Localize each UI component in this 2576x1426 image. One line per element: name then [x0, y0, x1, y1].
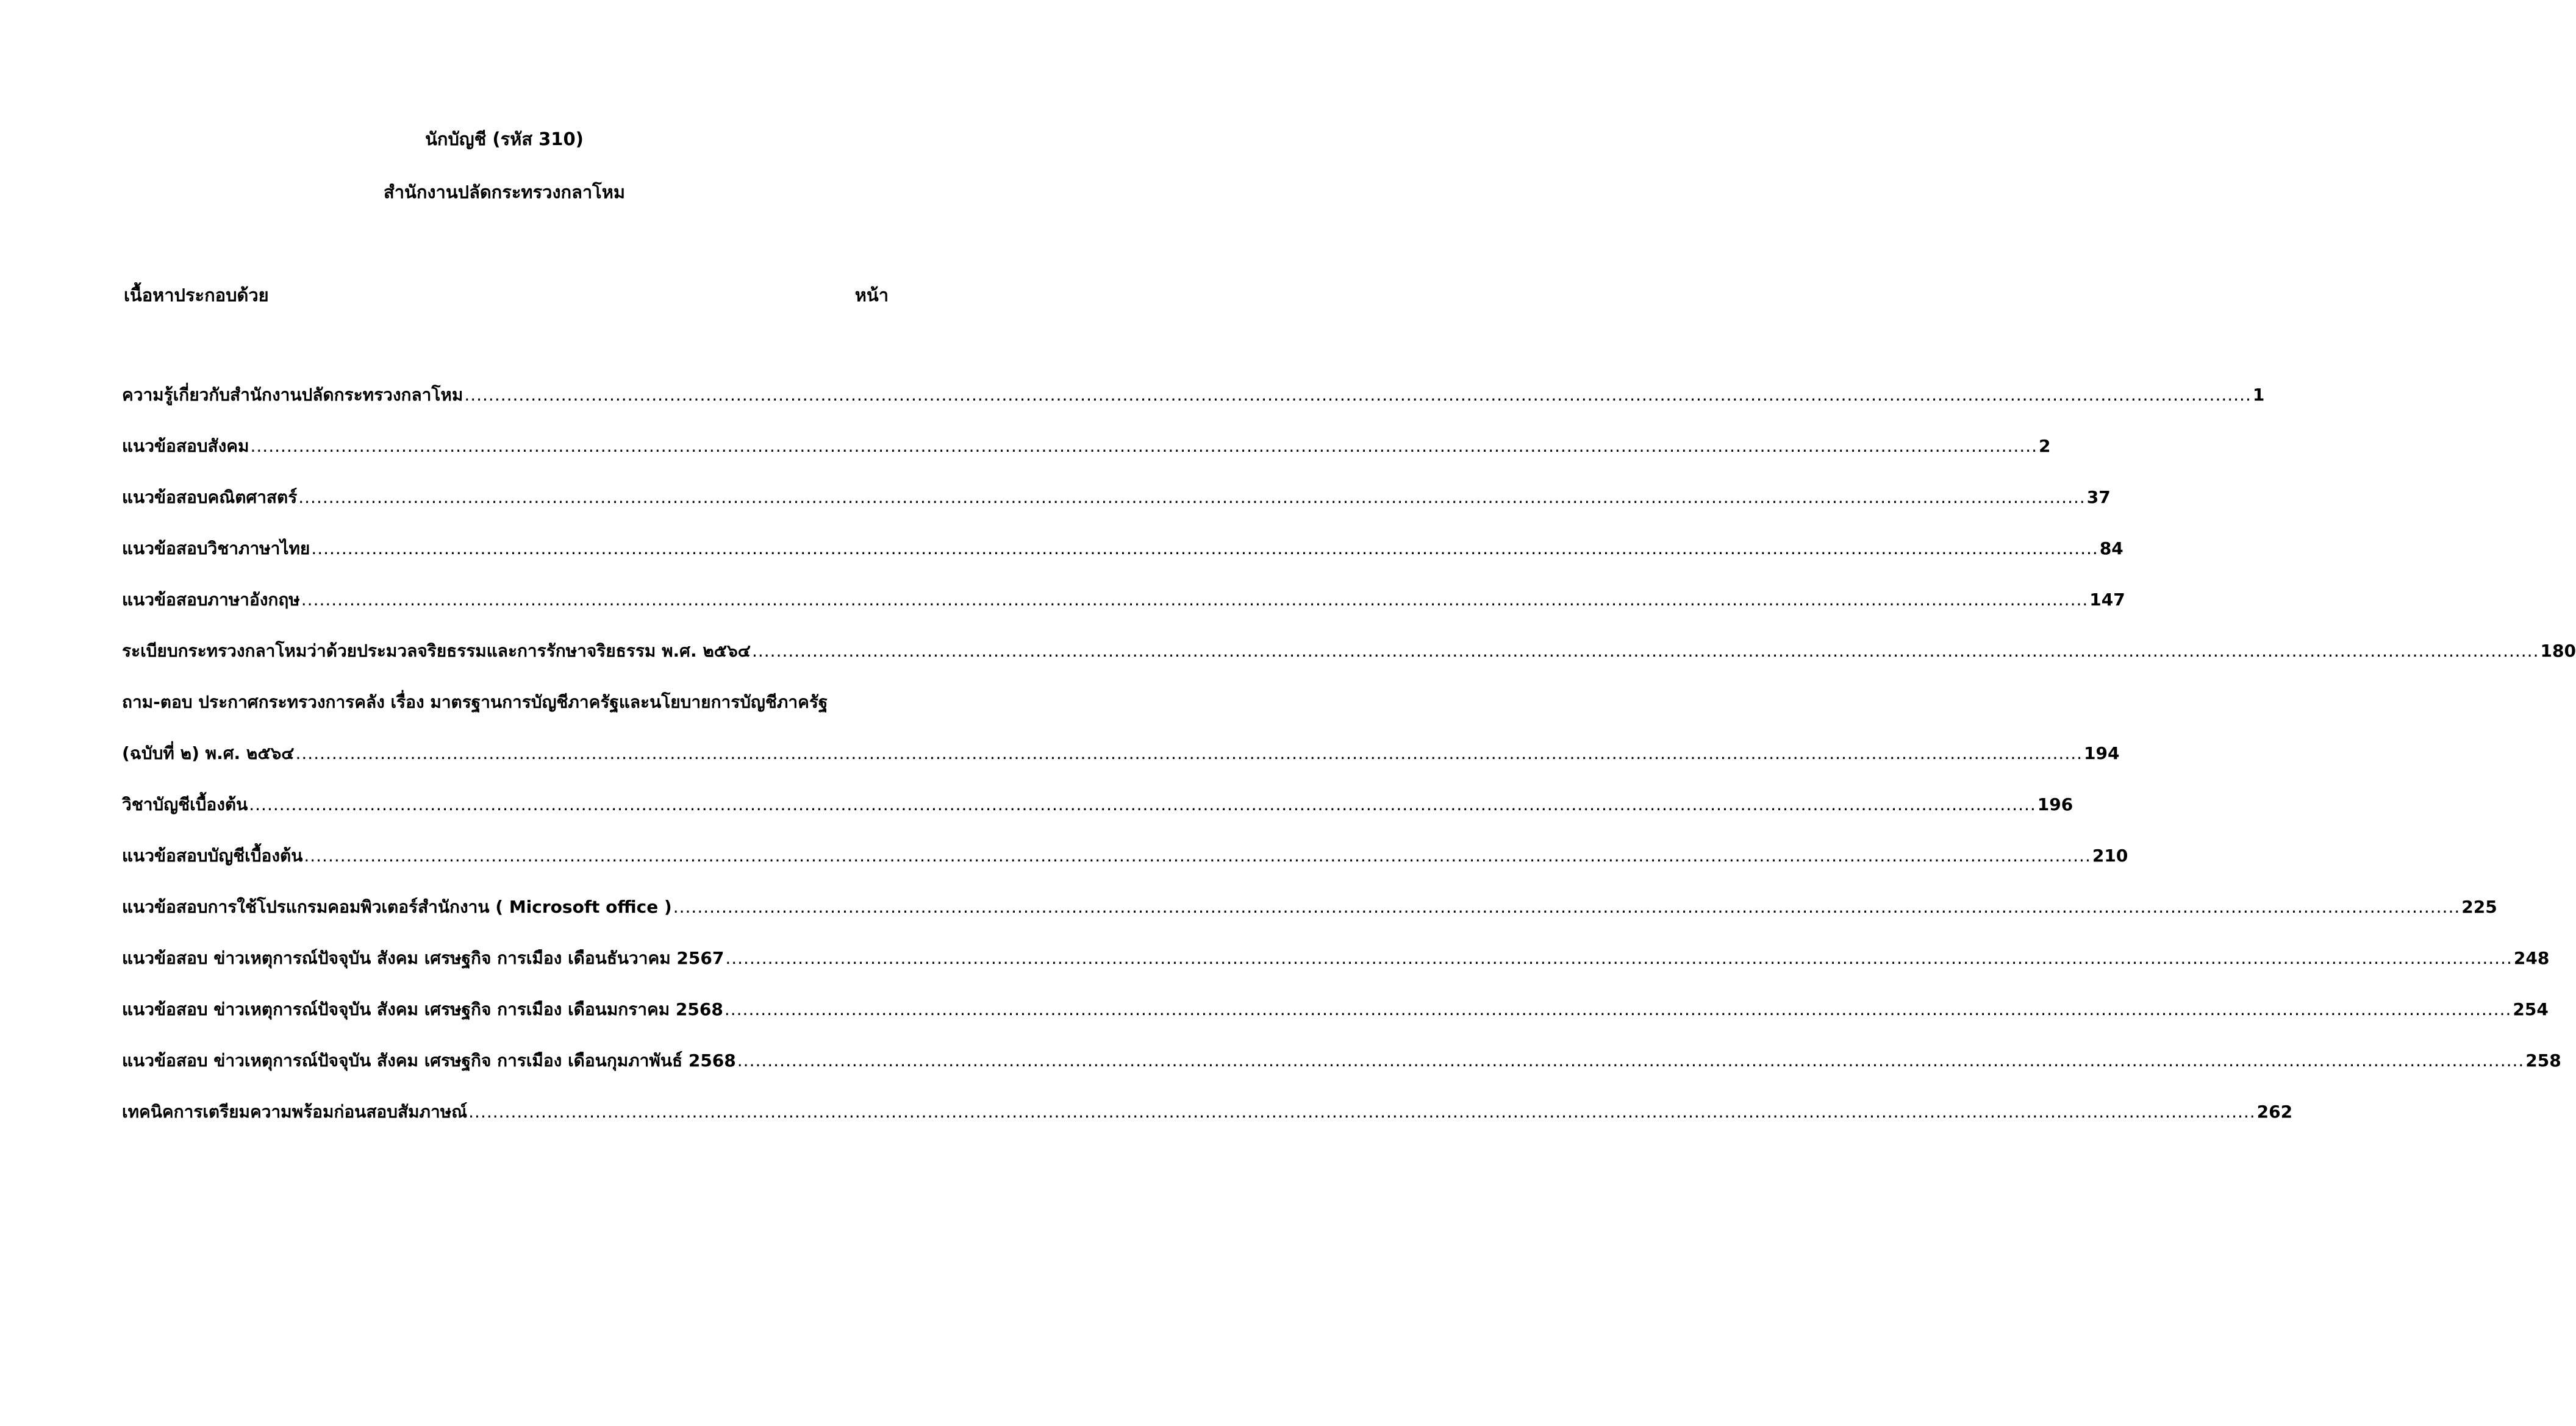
toc-entry-label: แนวข้อสอบ ข่าวเหตุการณ์ปัจจุบัน สังคม เศรษฐกิจ การเมือง เดือนมกราคม 2568 — [122, 999, 723, 1019]
toc-entry-page: 262 — [2256, 1102, 2293, 1122]
toc-entry-page: 248 — [2513, 948, 2550, 968]
toc-dot-leader — [737, 1049, 2525, 1073]
toc-entry-page: 225 — [2461, 897, 2497, 917]
table-of-contents — [122, 383, 2576, 1151]
toc-entry-page: 196 — [2037, 794, 2073, 815]
toc-entry[interactable] — [122, 639, 2576, 690]
toc-entry-label: แนวข้อสอบ ข่าวเหตุการณ์ปัจจุบัน สังคม เศรษฐกิจ การเมือง เดือนกุมภาพันธ์ 2568 — [122, 1050, 736, 1071]
toc-entry-label: แนวข้อสอบคณิตศาสตร์ — [122, 487, 298, 507]
toc-contents-label: เนื้อหาประกอบด้วย — [124, 285, 269, 305]
toc-entry-page: 254 — [2513, 999, 2549, 1019]
toc-dot-leader — [251, 434, 2038, 458]
toc-entry-label: (ฉบับที่ ๒) พ.ศ. ๒๕๖๔ — [122, 743, 295, 763]
toc-entry-page: 210 — [2092, 846, 2128, 866]
toc-entry[interactable] — [122, 895, 2497, 946]
toc-entry[interactable] — [122, 844, 2128, 895]
toc-entry[interactable] — [122, 690, 2120, 793]
toc-entry[interactable] — [122, 588, 2125, 639]
toc-entry-page: 180 — [2540, 641, 2576, 661]
document-subtitle: สำนักงานปลัดกระทรวงกลาโหม — [384, 182, 625, 202]
toc-dot-leader — [725, 946, 2513, 971]
toc-entry-page: 84 — [2099, 538, 2123, 558]
toc-entry-page: 147 — [2089, 590, 2125, 610]
toc-entry[interactable] — [122, 997, 2549, 1049]
toc-entry[interactable] — [122, 1049, 2561, 1100]
toc-entry-label: เทคนิคการเตรียมความพร้อมก่อนสอบสัมภาษณ์ — [122, 1102, 468, 1122]
toc-entry-label: แนวข้อสอบวิชาภาษาไทย — [122, 538, 310, 558]
toc-entry-label: แนวข้อสอบการใช้โปรแกรมคอมพิวเตอร์สำนักงาน ( Microsoft office ) — [122, 897, 672, 917]
toc-entry-page: 2 — [2039, 436, 2051, 456]
toc-entry[interactable] — [122, 793, 2073, 844]
toc-entry-page: 1 — [2252, 385, 2265, 405]
toc-dot-leader — [296, 741, 2083, 766]
toc-dot-leader — [304, 844, 2091, 868]
toc-dot-leader — [311, 537, 2098, 561]
toc-dot-leader — [752, 639, 2539, 663]
toc-entry-label: แนวข้อสอบ ข่าวเหตุการณ์ปัจจุบัน สังคม เศรษฐกิจ การเมือง เดือนธันวาคม 2567 — [122, 948, 724, 968]
toc-dot-leader — [468, 1100, 2256, 1124]
toc-dot-leader — [673, 895, 2461, 919]
toc-entry[interactable] — [122, 434, 2051, 485]
toc-dot-leader — [724, 997, 2512, 1022]
toc-header — [124, 283, 889, 307]
toc-entry[interactable] — [122, 946, 2550, 997]
toc-entry-page: 258 — [2525, 1050, 2561, 1071]
toc-page-label: หน้า — [854, 285, 889, 305]
toc-dot-leader — [464, 383, 2252, 407]
toc-entry[interactable] — [122, 1100, 2293, 1151]
toc-entry-label-line1: ถาม-ตอบ ประกาศกระทรวงการคลัง เรื่อง มาตรฐานการบัญชีภาครัฐและนโยบายการบัญชีภาครัฐ — [122, 692, 828, 712]
toc-entry[interactable] — [122, 383, 2265, 434]
toc-dot-leader — [249, 793, 2036, 817]
toc-entry-label: แนวข้อสอบบัญชีเบื้องต้น — [122, 846, 303, 866]
document-title: นักบัญชี (รหัส 310) — [425, 129, 584, 149]
toc-entry-label: ความรู้เกี่ยวกับสำนักงานปลัดกระทรวงกลาโหม — [122, 385, 463, 405]
toc-entry-page: 37 — [2086, 487, 2111, 507]
toc-entry-label: แนวข้อสอบสังคม — [122, 436, 249, 456]
toc-dot-leader — [301, 588, 2089, 612]
toc-entry-page: 194 — [2084, 743, 2120, 763]
toc-dot-leader — [298, 485, 2086, 510]
toc-entry-label: วิชาบัญชีเบื้องต้น — [122, 794, 248, 815]
toc-entry-label: แนวข้อสอบภาษาอังกฤษ — [122, 590, 300, 610]
toc-entry[interactable] — [122, 537, 2123, 588]
toc-entry[interactable] — [122, 485, 2111, 537]
toc-entry-label: ระเบียบกระทรวงกลาโหมว่าด้วยประมวลจริยธรรมและการรักษาจริยธรรม พ.ศ. ๒๕๖๔ — [122, 641, 751, 661]
